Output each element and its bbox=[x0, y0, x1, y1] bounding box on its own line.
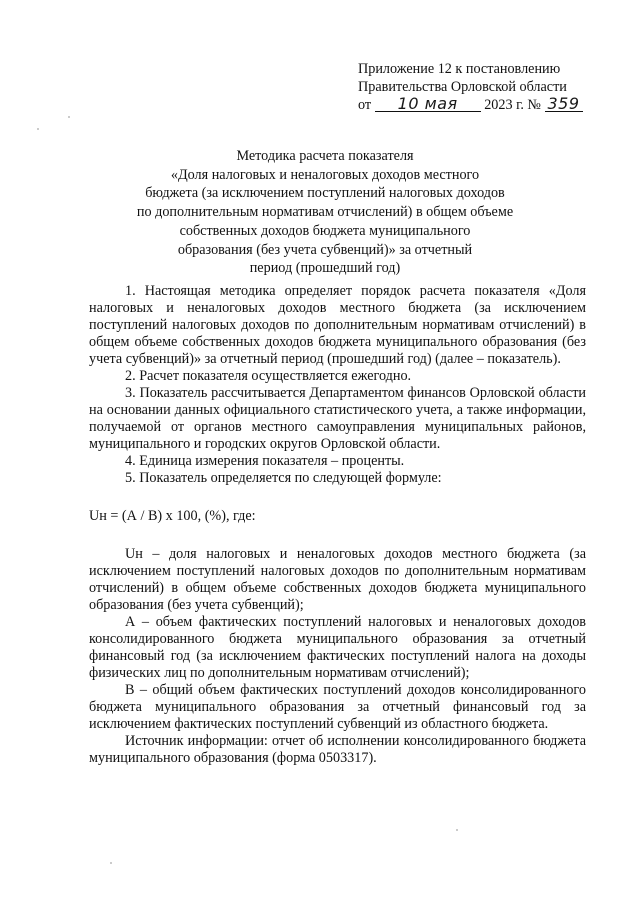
scan-speck bbox=[456, 829, 458, 831]
handwritten-date: 10 мая bbox=[375, 96, 481, 112]
paragraph-4: 4. Единица измерения показателя – проценты. bbox=[125, 453, 405, 469]
formula: Uн = (А / В) x 100, (%), где: bbox=[89, 508, 256, 524]
scan-speck bbox=[110, 862, 112, 864]
header-from-label: от bbox=[358, 97, 372, 113]
title-line: «Доля налоговых и неналоговых доходов местного bbox=[170, 166, 480, 183]
title-line: по дополнительным нормативам отчислений) в общем объеме bbox=[136, 204, 514, 221]
header-line-1: Приложение 12 к постановлению bbox=[358, 61, 561, 77]
methodology-title bbox=[60, 147, 590, 278]
title-line: Методика расчета показателя bbox=[236, 148, 414, 164]
header-year-text: 2023 г. № bbox=[484, 97, 541, 113]
document-body bbox=[89, 283, 586, 767]
paragraph-1: 1. Настоящая методика определяет порядок расчета показателя «Доля налоговых и неналоговых доходов местного бюджета (за исключением поступлений налоговых доходов по дополнительным нормативам отчислений) в общем объеме собственных доходов бюджета муниципального образования (без учета субвенций)» за отчетный период (прошедший год) (далее – показатель). bbox=[89, 283, 586, 367]
paragraph-3: 3. Показатель рассчитывается Департаментом финансов Орловской области на основании данных официального статистического учета, а также информации, получаемой от органов местного самоуправления муниципальных районов, муниципального и городских округов Орловской области. bbox=[89, 385, 586, 452]
title-line: бюджета (за исключением поступлений налоговых доходов bbox=[145, 185, 505, 202]
source-paragraph: Источник информации: отчет об исполнении консолидированного бюджета муниципального образования (форма 0503317). bbox=[89, 733, 586, 766]
title-line: образования (без учета субвенций)» за отчетный bbox=[177, 241, 473, 258]
definition-b: В – общий объем фактических поступлений доходов консолидированного бюджета муниципального образования за отчетный финансовый год за исключением фактических поступлений субвенций из областного бюджета. bbox=[89, 682, 586, 732]
appendix-header bbox=[358, 60, 598, 114]
title-line: собственных доходов бюджета муниципального bbox=[179, 222, 471, 239]
handwritten-number: 359 bbox=[545, 96, 583, 112]
definition-u: Uн – доля налоговых и неналоговых доходов местного бюджета (за исключением поступлений налоговых доходов по дополнительным нормативам отчислений) в общем объеме собственных доходов бюджета муниципального образования (без учета субвенций); bbox=[89, 546, 586, 613]
paragraph-2: 2. Расчет показателя осуществляется ежегодно. bbox=[125, 368, 412, 384]
title-line: период (прошедший год) bbox=[249, 260, 401, 277]
header-line-2: Правительства Орловской области bbox=[358, 79, 567, 95]
scan-speck bbox=[68, 116, 70, 118]
definition-a: А – объем фактических поступлений налоговых и неналоговых доходов консолидированного бюджета муниципального образования за отчетный финансовый год (за исключением фактических поступлений налога на доходы физических лиц по дополнительным нормативам отчислений); bbox=[89, 614, 586, 681]
header-date-line bbox=[358, 96, 598, 114]
scan-speck bbox=[37, 128, 39, 130]
paragraph-5: 5. Показатель определяется по следующей формуле: bbox=[125, 470, 442, 486]
